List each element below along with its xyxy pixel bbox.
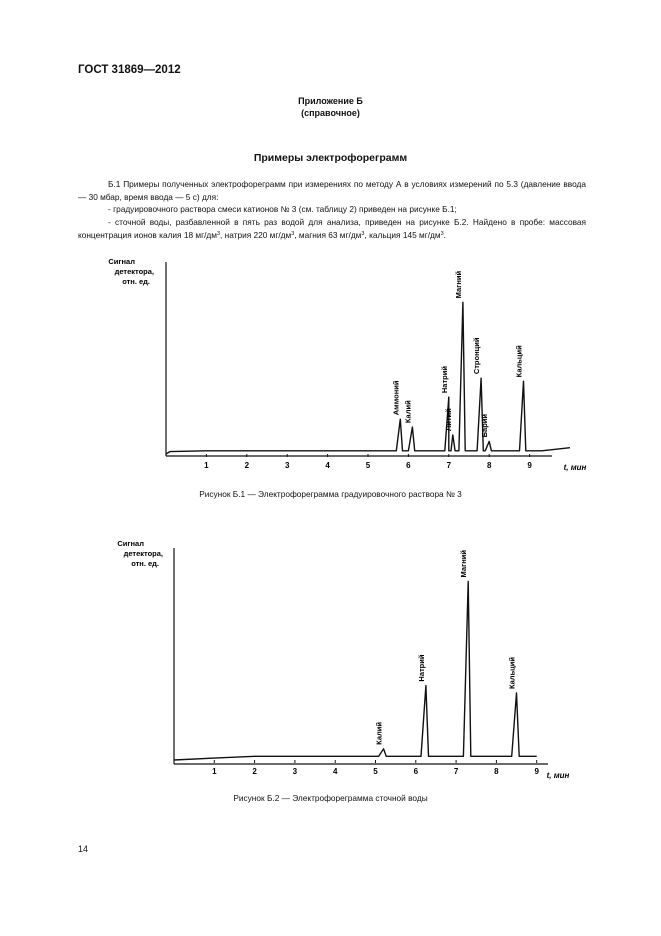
chart1-tick-label: 7: [446, 461, 452, 470]
chart2-tick-label: 8: [494, 767, 499, 776]
chart2-tick-label: 2: [252, 767, 257, 776]
chart1-peak-label: Калий: [403, 400, 413, 424]
chart1-peak-label: Магний: [453, 270, 463, 299]
figure2-caption: Рисунок Б.2 — Электрофореграмма сточной воды: [233, 793, 428, 803]
chart2-tick-label: 7: [453, 767, 459, 776]
chart2-tick-label: 6: [413, 767, 419, 776]
section-title: Примеры электрофореграмм: [253, 152, 408, 164]
chart2-ylabel: [117, 539, 163, 568]
chart2-tick-label: 1: [212, 767, 217, 776]
chart1-ylabel-line3: отн. ед.: [122, 277, 150, 286]
list-item-calibration: - градуировочного раствора смеси катионов № 3 (см. таблицу 2) приведен на рисунке Б.1;: [108, 204, 457, 215]
chart1-peak-label: Аммоний: [391, 380, 401, 416]
chart2-ylabel-line1: Сигнал: [117, 539, 144, 548]
appendix-title: Приложение Б: [298, 96, 363, 106]
chart1-ylabel-line2: детектора,: [114, 267, 154, 276]
chart2-peak-label: Калий: [374, 722, 384, 745]
chart1-peak-label: Стронций: [472, 337, 482, 375]
figure1-caption: Рисунок Б.1 — Электрофореграмма градуировочного раствора № 3: [199, 489, 462, 499]
appendix-subtitle: (справочное): [301, 108, 360, 118]
chart1-peak-label: Кальций: [514, 345, 524, 378]
chart1-tick-label: 5: [365, 461, 371, 470]
chart1-peak-label: Барий: [480, 413, 490, 438]
chart2-peak-label: Кальций: [507, 656, 517, 690]
chart1-peak-label: Литий: [443, 408, 453, 432]
list-item-wastewater: - сточной воды, разбавленной в пять раз водой для анализа, приведен на рисунке Б.2. Найдено в пробе: массовая концентрация ионов калия 18 $мг/дм^3$, натрия 220 $мг/дм^3$, магния 63 $мг/дм^3$, кальция 145 $мг/дм^3$.: [78, 216, 586, 241]
chart2-xlabel: t, мин: [546, 771, 570, 780]
chart1-peak-label: Натрий: [439, 366, 449, 394]
page-number: 14: [78, 844, 89, 854]
chart2-trace: [174, 581, 537, 760]
chart1-tick-label: 9: [527, 461, 532, 470]
chart1-tick-label: 6: [406, 461, 411, 470]
paragraph-b1: Б.1 Примеры полученных электрофореграмм при измерениях по методу А в условиях измерений по 5.3 (давление ввода — 30 мбар, время ввода — 5 с) для:: [78, 179, 586, 202]
chart1-ylabel-line1: Сигнал: [108, 257, 135, 266]
chart1-xlabel: t, мин: [563, 463, 587, 472]
chart2-tick-label: 5: [373, 767, 378, 776]
document-header: ГОСТ 31869—2012: [78, 64, 181, 76]
chart2-tick-label: 9: [534, 767, 539, 776]
chart1-tick-label: 2: [244, 461, 250, 470]
chart2-peak-label: Магний: [459, 550, 469, 578]
chart2-tick-label: 3: [292, 767, 298, 776]
chart2-ylabel-line2: детектора,: [123, 549, 163, 558]
chart1-tick-label: 4: [325, 461, 330, 470]
chart1-tick-label: 3: [284, 461, 290, 470]
chart2-ylabel-line3: отн. ед.: [131, 559, 159, 568]
chart1-tick-label: 1: [204, 461, 209, 470]
chart1-tick-label: 8: [486, 461, 492, 470]
chart2-tick-label: 4: [332, 767, 338, 776]
chart2-peak-label: Натрий: [416, 654, 426, 682]
